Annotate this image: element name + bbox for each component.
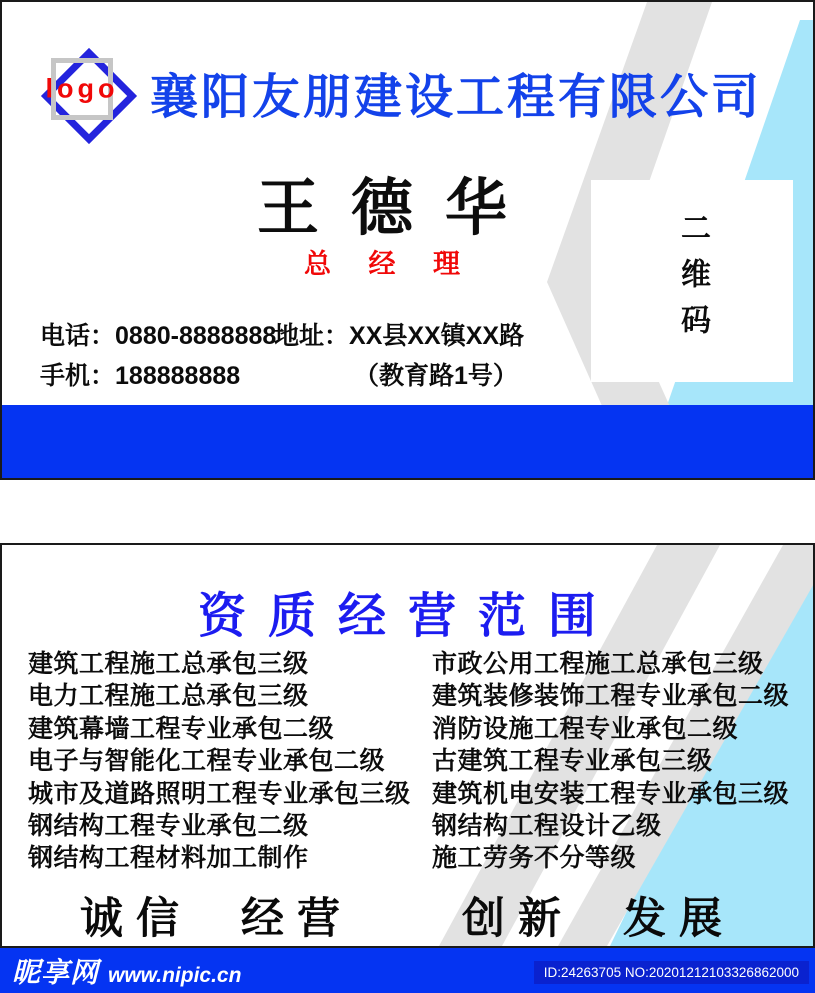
qualification-item: 消防设施工程专业承包二级	[432, 714, 739, 743]
person-name: 王德华	[256, 171, 539, 244]
slogan-row	[2, 885, 813, 946]
company-name: 襄阳友朋建设工程有限公司	[150, 71, 763, 124]
qualification-item: 市政公用工程施工总承包三级	[432, 650, 764, 678]
card-back	[0, 543, 815, 948]
site-name: 昵享网	[12, 956, 100, 988]
qualification-item: 钢结构工程材料加工制作	[28, 844, 309, 873]
phone-value: 0880-8888888	[115, 322, 277, 350]
image-id-badge: ID:24263705 NO:20201212103326862000	[534, 961, 809, 984]
site-brand	[12, 951, 241, 991]
front-bottom-band	[2, 405, 813, 478]
qualification-item: 建筑幕墙工程专业承包二级	[28, 714, 335, 743]
address-value: XX县XX镇XX路	[349, 322, 525, 350]
mobile-value: 188888888	[115, 362, 241, 390]
qualification-item: 钢结构工程专业承包二级	[28, 812, 309, 841]
mobile-label: 手机：	[40, 362, 116, 390]
qualification-item: 古建筑工程专业承包三级	[432, 747, 713, 776]
qualification-list-right	[432, 648, 789, 875]
back-title: 资质经营范围	[197, 590, 618, 643]
qualification-item: 施工劳务不分等级	[432, 844, 637, 873]
logo-text: logo	[45, 73, 119, 104]
address-label: 地址：	[274, 322, 350, 350]
qualification-list-left	[28, 648, 411, 875]
company-logo	[35, 42, 129, 136]
qualification-item: 钢结构工程设计乙级	[432, 812, 662, 841]
qualification-item: 建筑工程施工总承包三级	[28, 650, 309, 678]
qualification-item: 建筑机电安装工程专业承包三级	[432, 779, 790, 808]
qualification-item: 城市及道路照明工程专业承包三级	[28, 779, 411, 808]
phone-label: 电话：	[40, 322, 116, 350]
person-title: 总 经 理	[303, 249, 475, 279]
qr-code-placeholder	[591, 180, 793, 382]
mobile-line	[40, 356, 240, 392]
qualification-item: 电力工程施工总承包三级	[28, 682, 309, 711]
site-url: www.nipic.cn	[108, 963, 242, 987]
watermark-footer	[0, 948, 815, 993]
qr-code-label: 二维码	[676, 212, 709, 350]
slogan-left: 诚信 经营	[80, 895, 353, 943]
qualification-item: 建筑装修装饰工程专业承包二级	[432, 682, 790, 711]
address-line1	[274, 316, 524, 352]
slogan-right: 创新 发展	[462, 895, 735, 943]
address-line2: （教育路1号）	[354, 362, 518, 390]
card-front	[0, 0, 815, 480]
phone-line	[40, 316, 276, 352]
qualification-item: 电子与智能化工程专业承包二级	[28, 747, 386, 776]
